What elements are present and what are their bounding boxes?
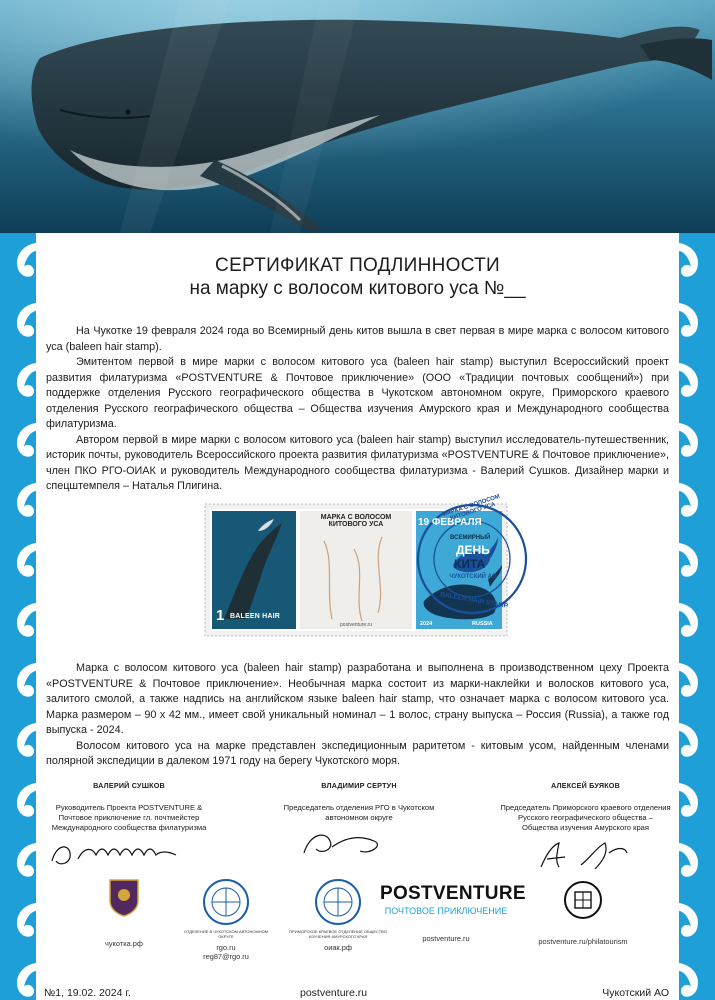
footer-region: Чукотский АО bbox=[602, 987, 669, 999]
signature-image bbox=[274, 823, 444, 863]
stamp-day-line3: КИТА bbox=[454, 557, 486, 571]
postventure-logo bbox=[380, 877, 526, 943]
stamp-value: 1 bbox=[216, 607, 225, 624]
stamp-center-footer: postventure.ru bbox=[340, 622, 372, 628]
hero-whale-photo bbox=[0, 0, 715, 233]
paragraph: На Чукотке 19 февраля 2024 года во Всемирный день китов вышла в свет первая в мире марка с волосом китового уса (baleen hair stamp). bbox=[46, 325, 669, 353]
signatory-name: ВЛАДИМИР СЕРТУН bbox=[321, 781, 397, 790]
certificate-number: №1, 19.02. 2024 г. bbox=[44, 987, 131, 999]
postventure-brand-sub: ПОЧТОВОЕ ПРИКЛЮЧЕНИЕ bbox=[384, 906, 508, 916]
rgo-email: reg87@rgo.ru bbox=[203, 952, 249, 961]
right-wave-border bbox=[679, 233, 715, 1000]
signatory-role: Руководитель Проекта POSTVENTURE & Почтовое приключение гл. почтмейстер Международного сообщества филатуризма bbox=[51, 803, 207, 832]
philatourism-logo bbox=[518, 877, 648, 946]
stamp-year: 2024 bbox=[420, 621, 433, 627]
stamp-date: 19 ФЕВРАЛЯ bbox=[418, 517, 482, 528]
paragraph: Автором первой в мире марки с волосом китового уса (baleen hair stamp) выступил исследователь-путешественник, историк почты, руководитель Всероссийского проекта развития филатуризма «POSTVENTURE & Почтовое приключение», член ПКО РГО-ОИАК и руководитель Международного сообщества филатуризма - Валерий Сушков. Дизайнер марки и спецштемпеля – Наталья Плигина. bbox=[46, 433, 669, 492]
intro-text-block bbox=[46, 324, 669, 495]
stamp-country: RUSSIA bbox=[472, 621, 493, 627]
signature-image bbox=[501, 833, 671, 873]
certificate-subtitle: на марку с волосом китового уса №__ bbox=[189, 278, 526, 299]
philatourism-emblem-icon bbox=[563, 877, 603, 923]
chukotka-logo bbox=[84, 877, 164, 948]
paragraph: Марка с волосом китового уса (baleen hair stamp) разработана и выполнена в производственном цеху Проекта «POSTVENTURE & Почтовое приключение». Необычная марка состоит из марки-наклейки и волосков китового уса, залитого смолой, а также надпись на английском языке baleen hair stamp, что означает марка с волосом китового уса. Марка размером – 90 x 42 мм., имеет свой уникальный номинал – 1 волос, страну выпуска – Россия (Russia), а также год выпуска - 2024. bbox=[46, 662, 669, 736]
signatory-buyakov bbox=[500, 781, 671, 876]
postventure-site: postventure.ru bbox=[422, 934, 470, 943]
signatory-sushkov bbox=[44, 781, 214, 876]
postmark-middle-text: ЧУКОТСКИЙ АО bbox=[449, 574, 497, 580]
certificate-title: СЕРТИФИКАТ ПОДЛИННОСТИ bbox=[215, 255, 500, 276]
chukotka-site: чукотка.рф bbox=[105, 939, 143, 948]
paragraph: Эмитентом первой в мире марки с волосом китового уса (baleen hair stamp) выступил Всероссийский проект развития филатуризма «POSTVENTURE & Почтовое приключение» (ООО «Традиции почтовых сообщений») при поддержке отделения Русского географического общества в Чукотском автономном округе, Приморского краевого отделения Русского географического общества – Общества изучения Амурского края и Международного сообщества филатуризма. bbox=[46, 356, 669, 430]
postmark-top-text: МАРКА С ВОЛОСОМ КИТОВОГО УСА bbox=[441, 493, 501, 522]
signatory-name: АЛЕКСЕЙ БУЯКОВ bbox=[551, 781, 620, 790]
certificate-body bbox=[44, 233, 671, 1000]
rgo-chukotka-logo bbox=[176, 877, 276, 961]
stamp-center-title: МАРКА С ВОЛОСОМ КИТОВОГО УСА bbox=[320, 514, 392, 528]
partner-logos bbox=[44, 877, 671, 961]
signatory-role: Председатель отделения РГО в Чукотском автономном округе bbox=[283, 803, 435, 822]
rgo-site: rgo.ru bbox=[216, 943, 236, 952]
rgo-globe-icon bbox=[201, 877, 251, 927]
postmark-bottom-text: BALEEN HAIR STAMP bbox=[439, 591, 509, 610]
rgo-globe-icon bbox=[313, 877, 363, 927]
footer-site: postventure.ru bbox=[300, 987, 368, 999]
paragraph: Волосом китового уса на марке представлен экспедиционным раритетом - китовым усом, найденным членами полярной экспедиции в далеком 1971 году на берегу Чукотского моря. bbox=[46, 739, 669, 767]
signatory-sertun bbox=[274, 781, 444, 866]
philatourism-site: postventure.ru/philatourism bbox=[538, 937, 628, 946]
signature-image bbox=[44, 833, 214, 873]
rgo-chukotka-small: ОТДЕЛЕНИЕ В ЧУКОТСКОМ АВТОНОМНОМ ОКРУГЕ bbox=[183, 929, 269, 939]
rgo-primorye-logo bbox=[288, 877, 388, 952]
stamp-illustration bbox=[204, 493, 534, 639]
stamp-day-line2: ДЕНЬ bbox=[456, 543, 490, 557]
left-wave-border bbox=[0, 233, 36, 1000]
postventure-brand: POSTVENTURE bbox=[380, 883, 526, 904]
oiak-site: оиак.рф bbox=[324, 943, 352, 952]
stamp-day-line1: ВСЕМИРНЫЙ bbox=[450, 535, 491, 541]
signatory-name: ВАЛЕРИЙ СУШКОВ bbox=[93, 781, 165, 790]
rgo-primorye-small: ПРИМОРСКОЕ КРАЕВОЕ ОТДЕЛЕНИЕ ОБЩЕСТВО ИЗУЧЕНИЯ АМУРСКОГО КРАЯ bbox=[289, 929, 387, 939]
description-text-block bbox=[46, 661, 669, 770]
stamp-left-caption: BALEEN HAIR bbox=[230, 613, 281, 620]
chukotka-coat-of-arms-icon bbox=[107, 877, 141, 917]
signatory-role: Председатель Приморского краевого отделения Русского географического общества – Общества изучения Амурского края bbox=[500, 803, 671, 832]
